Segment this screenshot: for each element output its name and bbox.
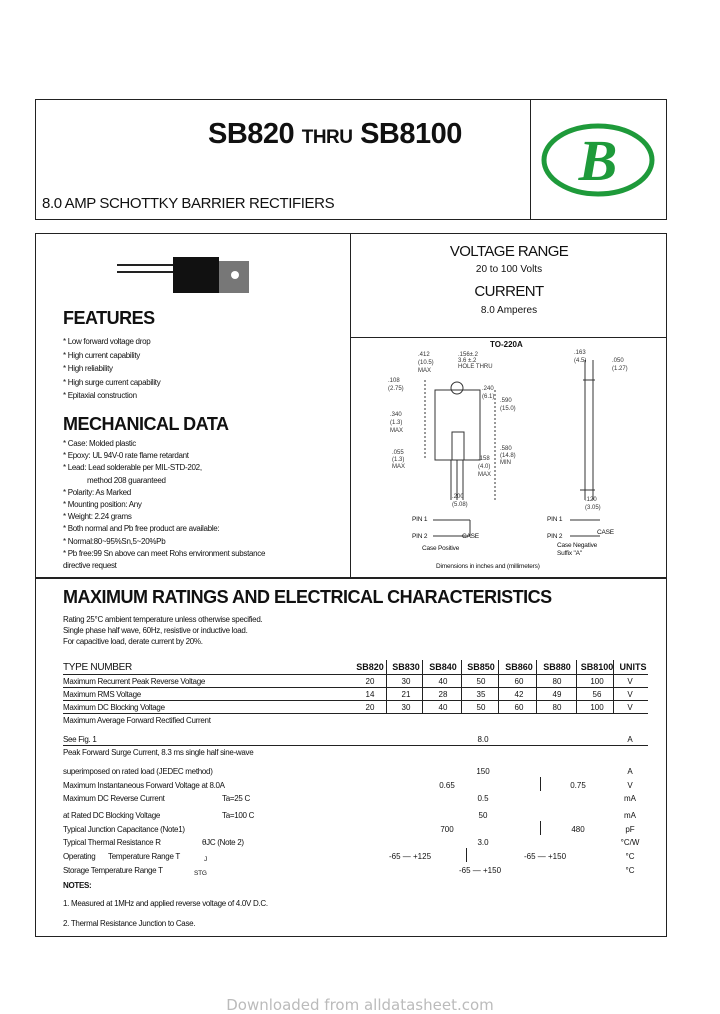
table-rule <box>63 713 648 714</box>
table-row-label: Maximum Recurrent Peak Reverse Voltage <box>63 677 205 686</box>
mechanical-title: MECHANICAL DATA <box>63 414 229 434</box>
mechanical-item: * Weight: 2.24 grams <box>63 512 132 522</box>
table-cell: 80 <box>552 677 562 686</box>
table-column-rule <box>613 660 614 714</box>
table-cell: 30 <box>401 677 411 686</box>
therm-sub: θJC (Note 2) <box>202 838 244 847</box>
table-cell: 21 <box>401 690 411 699</box>
current-value: 8.0 Amperes <box>480 305 538 316</box>
mechanical-item: * Pb free:99 Sn above can meet Rohs environment substance <box>63 548 266 558</box>
mechanical-item: * Case: Molded plastic <box>63 439 136 448</box>
table-cell: 42 <box>514 690 524 699</box>
mechanical-item: * Mounting position: Any <box>63 499 142 509</box>
thru-label: THRU <box>301 127 353 148</box>
therm-value: 3.0 <box>477 838 489 847</box>
surge-unit: A <box>627 767 633 776</box>
op-label-2: Temperature Range T <box>108 852 180 861</box>
current-title: CURRENT <box>474 283 544 300</box>
dimension-label: .340 <box>390 412 402 418</box>
stg-sub: STG <box>194 870 207 877</box>
dimension-label: .120 <box>585 497 597 503</box>
column-header: SB820 <box>356 662 384 672</box>
page-title <box>208 118 462 151</box>
dimension-label: .200 <box>452 494 464 500</box>
dimension-label: (6.1) <box>482 394 495 400</box>
dimension-label: (14.8) <box>500 453 516 459</box>
table-rule <box>63 745 648 746</box>
part-from: SB820 <box>208 118 295 150</box>
mechanical-item: * Polarity: As Marked <box>63 487 131 497</box>
stg-value: -65 — +150 <box>458 866 502 875</box>
dimension-label: MAX <box>392 464 406 470</box>
table-cell: 50 <box>476 703 486 712</box>
dimension-label: (1.27) <box>612 366 628 372</box>
cap-label: Typical Junction Capacitance (Note1) <box>63 825 185 834</box>
part-to: SB8100 <box>360 118 462 150</box>
table-column-rule <box>386 660 387 714</box>
dimension-label: (4.0) <box>478 464 491 470</box>
note-2: 2. Thermal Resistance Junction to Case. <box>63 919 196 928</box>
subtitle: 8.0 AMP SCHOTTKY BARRIER RECTIFIERS <box>42 195 335 212</box>
dimension-label: (15.0) <box>500 406 516 412</box>
dimension-label: (1.3) <box>392 457 405 463</box>
ir-unit-1: mA <box>624 794 636 803</box>
dimension-label: .108 <box>388 378 400 384</box>
dimension-label: (10.5) <box>418 360 434 366</box>
table-cell: 56 <box>592 690 602 699</box>
therm-unit: °C/W <box>620 838 640 847</box>
op-sub: J <box>204 856 208 863</box>
header-divider <box>530 99 531 220</box>
avg-unit: A <box>627 735 633 744</box>
cap-value-1: 700 <box>440 825 454 834</box>
op-value-1: -65 — +125 <box>388 852 432 861</box>
vf-label: Maximum Instantaneous Forward Voltage at 8.0A <box>63 781 225 790</box>
dimension-label: .163 <box>574 350 586 356</box>
dimension-label: 3.6 ±.2 <box>458 358 477 364</box>
table-cell: 60 <box>514 677 524 686</box>
table-rule <box>63 700 648 701</box>
column-header: SB880 <box>543 662 571 672</box>
feature-item: * High surge current capability <box>63 377 161 387</box>
table-cell: 100 <box>590 703 604 712</box>
table-cell: 20 <box>365 677 375 686</box>
table-cell: 14 <box>365 690 375 699</box>
dimensions-note: Dimensions in inches and (millimeters) <box>436 563 540 570</box>
pin1-right: PIN 1 <box>547 516 563 523</box>
vf-divider <box>540 777 541 791</box>
features-title: FEATURES <box>63 308 155 328</box>
ir-label-1: Maximum DC Reverse Current <box>63 794 165 803</box>
stg-label: Storage Temperature Range T <box>63 866 163 875</box>
op-unit: °C <box>625 852 635 861</box>
mechanical-item: method 208 guaranteed <box>87 475 166 485</box>
ratings-title: MAXIMUM RATINGS AND ELECTRICAL CHARACTERISTICS <box>63 587 552 607</box>
ir-label-2: at Rated DC Blocking Voltage <box>63 811 160 820</box>
dimension-label: (1.3) <box>390 420 403 426</box>
op-divider <box>466 848 467 862</box>
table-unit: V <box>627 703 633 712</box>
dimension-label: (5.08) <box>452 502 468 508</box>
vf-value-2: 0.75 <box>570 781 586 790</box>
op-value-2: -65 — +150 <box>523 852 567 861</box>
rating-note-1: Rating 25°C ambient temperature unless otherwise specified. <box>63 615 263 624</box>
table-column-rule <box>576 660 577 714</box>
table-rule <box>63 674 648 675</box>
dimension-label: .590 <box>500 398 512 404</box>
avg-value: 8.0 <box>477 735 489 744</box>
ir-unit-2: mA <box>624 811 636 820</box>
voltage-range-title: VOLTAGE RANGE <box>449 243 569 260</box>
dimension-label: .158 <box>478 456 490 462</box>
mechanical-item: directive request <box>63 560 117 570</box>
footer[interactable]: Downloaded from alldatasheet.com <box>226 996 494 1014</box>
ir-value-1: 0.5 <box>477 794 489 803</box>
therm-label: Typical Thermal Resistance R <box>63 838 161 847</box>
mechanical-item: * Both normal and Pb free product are available: <box>63 524 220 534</box>
table-column-rule <box>536 660 537 714</box>
dimension-label: (2.75) <box>388 386 404 392</box>
table-cell: 60 <box>514 703 524 712</box>
surge-label-2: superimposed on rated load (JEDEC method) <box>63 767 213 776</box>
rating-note-2: Single phase half wave, 60Hz, resistive or inductive load. <box>63 626 248 635</box>
table-cell: 20 <box>365 703 375 712</box>
table-rule <box>63 687 648 688</box>
column-header: UNITS <box>619 662 647 672</box>
column-header: SB840 <box>429 662 457 672</box>
table-cell: 80 <box>552 703 562 712</box>
dimension-label: .055 <box>392 450 404 456</box>
cap-divider <box>540 821 541 835</box>
info-divider-h <box>350 337 667 338</box>
table-column-rule <box>498 660 499 714</box>
cap-unit: pF <box>625 825 635 834</box>
pin2-right: PIN 2 <box>547 533 563 540</box>
avg-label: Maximum Average Forward Rectified Current <box>63 716 211 725</box>
dimension-label: .240 <box>482 386 494 392</box>
type-number-header: TYPE NUMBER <box>63 662 132 673</box>
column-header: SB8100 <box>580 662 614 672</box>
vf-value-1: 0.65 <box>439 781 455 790</box>
case-label-left: CASE <box>462 533 479 540</box>
table-row-label: Maximum RMS Voltage <box>63 690 141 699</box>
stg-unit: °C <box>625 866 635 875</box>
mechanical-item: * Normal:80~95%Sn,5~20%Pb <box>63 536 166 546</box>
logo-letter: B <box>578 128 618 193</box>
dimension-label: MAX <box>390 428 404 434</box>
dimension-label: HOLE THRU <box>458 364 493 370</box>
rating-note-3: For capacitive load, derate current by 20%. <box>63 637 203 646</box>
column-header: SB830 <box>392 662 420 672</box>
case-label-right: CASE <box>597 529 614 536</box>
table-cell: 40 <box>438 677 448 686</box>
component-image <box>115 255 255 300</box>
ir-cond-1: Ta=25 C <box>222 794 250 803</box>
dimension-label: (4.5) <box>574 358 587 364</box>
table-unit: V <box>627 677 633 686</box>
voltage-range-value: 20 to 100 Volts <box>475 264 543 275</box>
dimension-label: .156±.2 <box>458 352 478 358</box>
dimension-label: (3.05) <box>585 505 601 511</box>
column-header: SB860 <box>505 662 533 672</box>
table-cell: 49 <box>552 690 562 699</box>
mechanical-list <box>63 439 265 573</box>
feature-item: * Epitaxial construction <box>63 391 137 400</box>
ir-cond-2: Ta=100 C <box>222 811 255 820</box>
package-name: TO-220A <box>490 340 523 349</box>
table-column-rule <box>422 660 423 714</box>
dimension-label: .580 <box>500 446 512 452</box>
table-cell: 100 <box>590 677 604 686</box>
feature-item: * Low forward voltage drop <box>63 337 151 346</box>
dimension-label: .412 <box>418 352 430 358</box>
table-column-rule <box>461 660 462 714</box>
see-fig: See Fig. 1 <box>63 735 97 744</box>
table-cell: 35 <box>476 690 486 699</box>
vf-unit: V <box>627 781 633 790</box>
dimension-label: MIN <box>500 460 511 466</box>
notes-title: NOTES: <box>63 881 92 890</box>
mechanical-item: * Epoxy: UL 94V-0 rate flame retardant <box>63 451 189 461</box>
mechanical-item: * Lead: Lead solderable per MIL-STD-202, <box>63 463 202 473</box>
suffix-a: Suffix "A" <box>557 550 582 557</box>
table-cell: 50 <box>476 677 486 686</box>
table-row-label: Maximum DC Blocking Voltage <box>63 703 165 712</box>
features-list <box>63 337 160 405</box>
note-1: 1. Measured at 1MHz and applied reverse voltage of 4.0V D.C. <box>63 899 268 908</box>
feature-item: * High current capability <box>63 350 140 360</box>
case-positive: Case Positive <box>422 545 460 552</box>
dimension-label: MAX <box>478 472 492 478</box>
pin2-left: PIN 2 <box>412 533 428 540</box>
surge-label-1: Peak Forward Surge Current, 8.3 ms single half sine-wave <box>63 748 254 757</box>
brand-logo <box>540 122 658 200</box>
pin1-left: PIN 1 <box>412 516 428 523</box>
table-cell: 40 <box>438 703 448 712</box>
table-cell: 30 <box>401 703 411 712</box>
cap-value-2: 480 <box>571 825 585 834</box>
dimension-label: MAX <box>418 368 432 374</box>
column-header: SB850 <box>467 662 495 672</box>
dimension-label: .050 <box>612 358 624 364</box>
case-negative: Case Negative <box>557 542 598 549</box>
table-cell: 28 <box>438 690 448 699</box>
ir-value-2: 50 <box>478 811 488 820</box>
table-unit: V <box>627 690 633 699</box>
feature-item: * High reliability <box>63 364 113 373</box>
op-label: Operating <box>63 852 96 861</box>
surge-value: 150 <box>476 767 490 776</box>
